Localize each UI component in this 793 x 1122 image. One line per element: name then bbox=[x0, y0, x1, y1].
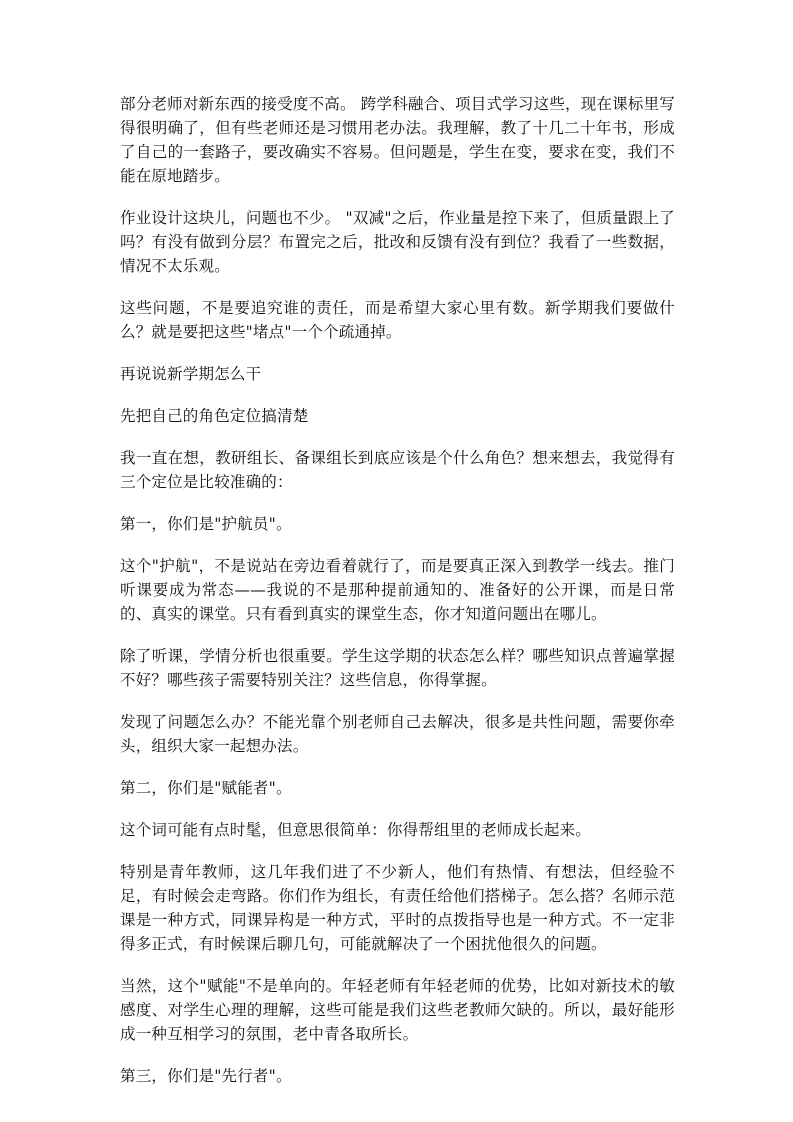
point-heading-3: 第三，你们是"先行者"。 bbox=[120, 1067, 292, 1085]
paragraph: 发现了问题怎么办？不能光靠个别老师自己去解决，很多是共性问题，需要你牵头，组织大家一起想办法。 bbox=[120, 713, 675, 755]
paragraph: 这个"护航"，不是说站在旁边看着就行了，而是要真正深入到教学一线去。推门听课要成为常态——我说的不是那种提前通知的、准备好的公开课，而是日常的、真实的课堂。只有看到真实的课堂生态，你才知道问题出在哪儿。 bbox=[120, 557, 675, 623]
point-heading-1: 第一，你们是"护航员"。 bbox=[120, 515, 292, 533]
paragraph: 除了听课，学情分析也很重要。学生这学期的状态怎么样？哪些知识点普遍掌握不好？哪些孩子需要特别关注？这些信息，你得掌握。 bbox=[120, 647, 675, 689]
paragraph: 特别是青年教师，这几年我们进了不少新人，他们有热情、有想法，但经验不足，有时候会走弯路。你们作为组长，有责任给他们搭梯子。怎么搭？名师示范课是一种方式，同课异构是一种方式，平时的点拨指导也是一种方式。不一定非得多正式，有时候课后聊几句，可能就解决了一个困扰他很久的问题。 bbox=[120, 863, 675, 953]
paragraph: 这个词可能有点时髦，但意思很简单：你得帮组里的老师成长起来。 bbox=[120, 821, 592, 839]
document-body bbox=[120, 92, 675, 1106]
paragraph: 我一直在想，教研组长、备课组长到底应该是个什么角色？想来想去，我觉得有三个定位是比较准确的： bbox=[120, 449, 675, 491]
paragraph: 部分老师对新东西的接受度不高。 跨学科融合、项目式学习这些，现在课标里写得很明确了，但有些老师还是习惯用老办法。我理解，教了十几二十年书，形成了自己的一套路子，要改确实不容易。但问题是，学生在变，要求在变，我们不能在原地踏步。 bbox=[120, 95, 675, 185]
point-heading-2: 第二，你们是"赋能者"。 bbox=[120, 779, 292, 797]
paragraph: 作业设计这块儿，问题也不少。 "双减"之后，作业量是控下来了，但质量跟上了吗？有没有做到分层？布置完之后，批改和反馈有没有到位？我看了一些数据，情况不太乐观。 bbox=[120, 209, 675, 275]
section-heading: 再说说新学期怎么干 bbox=[120, 365, 262, 383]
paragraph: 当然，这个"赋能"不是单向的。年轻老师有年轻老师的优势，比如对新技术的敏感度、对学生心理的理解，这些可能是我们这些老教师欠缺的。所以，最好能形成一种互相学习的氛围，老中青各取所长。 bbox=[120, 977, 675, 1043]
paragraph: 这些问题，不是要追究谁的责任，而是希望大家心里有数。新学期我们要做什么？就是要把这些"堵点"一个个疏通掉。 bbox=[120, 299, 675, 341]
subsection-heading: 先把自己的角色定位搞清楚 bbox=[120, 407, 309, 425]
